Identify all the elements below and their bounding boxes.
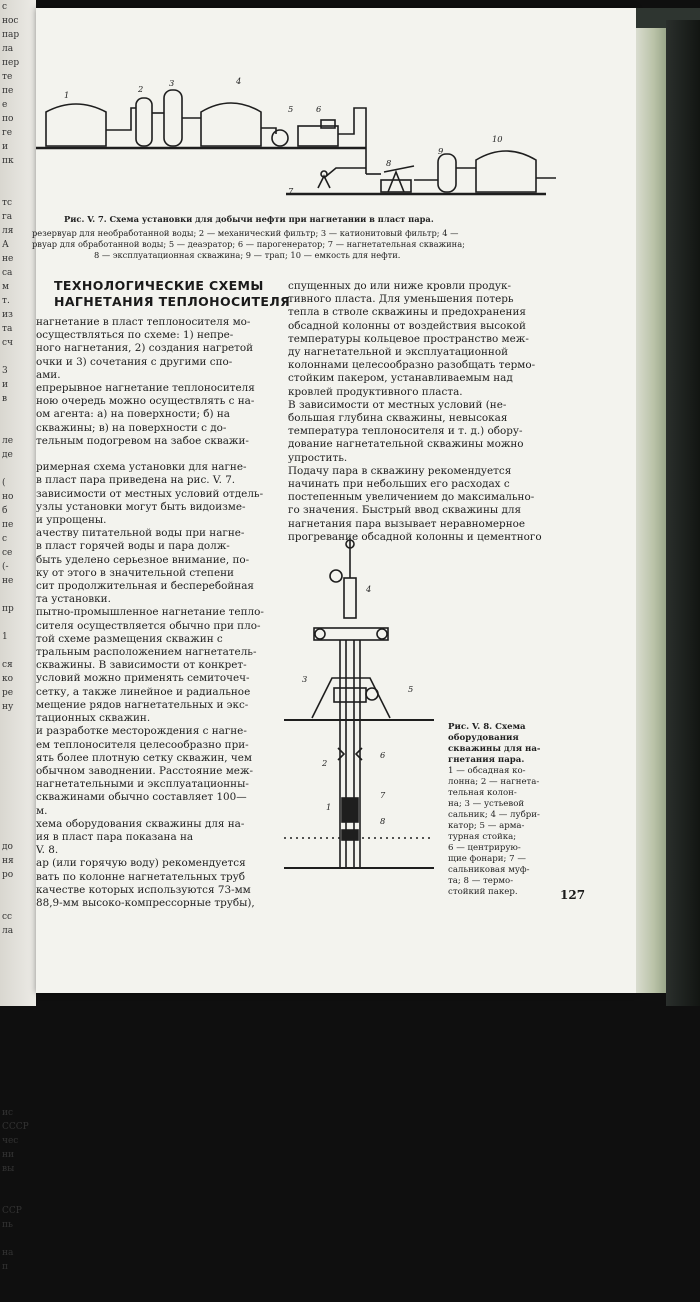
text-line: и разработке месторождения с нагне- bbox=[36, 725, 247, 738]
previous-page-text-fragment bbox=[0, 1274, 36, 1288]
text-line: начинать при небольших его расходах с bbox=[288, 478, 510, 491]
previous-page-text-fragment: т. bbox=[2, 296, 10, 306]
text-line: скважины; в) на поверхности с до- bbox=[36, 421, 227, 434]
text-line: обычном заводнении. Расстояние меж- bbox=[36, 764, 254, 777]
previous-page-text-fragment bbox=[0, 168, 36, 182]
previous-page-text-fragment: га bbox=[2, 212, 13, 222]
fig1-label-6: 6 bbox=[316, 104, 322, 114]
text-line: хема оборудования скважины для на- bbox=[36, 817, 245, 830]
figure-v8-caption-line: стойкий пакер. bbox=[448, 887, 518, 897]
previous-page-text-fragment: ла bbox=[2, 44, 14, 54]
text-line: ия в пласт пара показана на bbox=[36, 830, 194, 843]
previous-page-text-fragment bbox=[0, 588, 36, 602]
previous-page-text-fragment: ко bbox=[2, 674, 14, 684]
text-line: тационных скважин. bbox=[36, 712, 151, 725]
previous-page-text-fragment: е bbox=[2, 100, 8, 110]
previous-page-text-fragment: де bbox=[2, 450, 13, 460]
text-line: кровлей продуктивного пласта. bbox=[288, 385, 463, 398]
previous-page-text-fragment: та bbox=[2, 324, 13, 334]
figure-v8-caption-title-line: Рис. V. 8. Схема bbox=[448, 722, 526, 732]
previous-page-text-fragment: тс bbox=[2, 198, 13, 208]
text-line: температуры кольцевое пространство меж- bbox=[288, 332, 529, 345]
text-line: В зависимости от местных условий (не- bbox=[288, 398, 507, 411]
text-line: нагнетания пара вызывает неравномерное bbox=[288, 517, 526, 530]
fig2-label-7: 7 bbox=[380, 790, 386, 800]
previous-page-text-fragment: А bbox=[2, 240, 9, 250]
previous-page-text-fragment: пе bbox=[2, 520, 14, 530]
text-line: тепла в стволе скважины и предохранения bbox=[288, 306, 526, 319]
previous-page-text-fragment bbox=[0, 1176, 36, 1190]
previous-page-text-fragment: чес bbox=[2, 1136, 19, 1146]
text-line: скважинами обычно составляет 100— bbox=[36, 791, 247, 804]
figure-v8-caption-line: лонна; 2 — нагнета- bbox=[448, 777, 540, 787]
text-line: пытно-промышленное нагнетание тепло- bbox=[36, 606, 264, 619]
previous-page-text-fragment: ре bbox=[2, 688, 14, 698]
text-line: условий можно применять семиточеч- bbox=[36, 672, 250, 685]
fig2-label-4: 4 bbox=[366, 584, 372, 594]
fig1-label-1: 1 bbox=[64, 90, 70, 100]
fig1-label-4: 4 bbox=[236, 76, 242, 86]
previous-page-text-fragment bbox=[0, 798, 36, 812]
figure-v8-caption-title-line: скважины для на- bbox=[448, 744, 541, 754]
previous-page-text-fragment bbox=[0, 350, 36, 364]
left-text-column bbox=[36, 316, 276, 910]
previous-page-text-fragment: пер bbox=[2, 58, 20, 68]
previous-page-text-fragment: ля bbox=[2, 226, 14, 236]
text-line: скважины. В зависимости от конкрет- bbox=[36, 659, 247, 672]
text-line: ачеству питательной воды при нагне- bbox=[36, 527, 245, 540]
text-line: спущенных до или ниже кровли продук- bbox=[288, 280, 511, 292]
previous-page-text-fragment bbox=[0, 770, 36, 784]
previous-page-text-fragment: сч bbox=[2, 338, 13, 348]
text-line: нагнетательными и эксплуатационны- bbox=[36, 778, 249, 791]
text-line: тельным подогревом на забое скважи- bbox=[36, 434, 249, 447]
text-line: тральным расположением нагнетатель- bbox=[36, 646, 257, 659]
previous-page-text-fragment: ня bbox=[2, 856, 14, 866]
text-line: колоннами целесообразно разобщать термо- bbox=[288, 359, 536, 372]
previous-page-text-fragment: ле bbox=[2, 436, 14, 446]
text-line: качестве которых используются 73-мм bbox=[36, 883, 251, 896]
previous-page-text-fragment: (- bbox=[2, 562, 9, 572]
text-line: температура теплоносителя и т. д.) обору- bbox=[288, 425, 523, 438]
section-heading-line: ТЕХНОЛОГИЧЕСКИЕ СХЕМЫ bbox=[54, 278, 264, 293]
figure-v8-caption-line: турная стойка; bbox=[448, 832, 517, 842]
text-line: быть уделено серьезное внимание, по- bbox=[36, 553, 250, 566]
figure-v8-caption-line: катор; 5 — арма- bbox=[448, 821, 525, 831]
text-line: сит продолжительная и бесперебойная bbox=[36, 580, 254, 593]
text-line: осуществляться по схеме: 1) непре- bbox=[36, 329, 234, 342]
text-line: Подачу пара в скважину рекомендуется bbox=[288, 464, 512, 477]
book-page bbox=[32, 8, 636, 993]
figure-v8-caption-title-line: оборудования bbox=[448, 733, 519, 743]
previous-page-text-fragment: по bbox=[2, 114, 14, 124]
fig1-label-3: 3 bbox=[169, 78, 175, 88]
text-line: дование нагнетательной скважины можно bbox=[288, 438, 524, 451]
figure-v7-caption-line: рвуар для обработанной воды; 5 — деаэратор; 6 — парогенератор; 7 — нагнетательная скважина; bbox=[32, 239, 465, 249]
previous-page-text-fragment: ну bbox=[2, 702, 14, 712]
fig1-label-9: 9 bbox=[438, 146, 444, 156]
text-line: в пласт горячей воды и пара долж- bbox=[36, 540, 230, 553]
book-cover-edge bbox=[666, 20, 700, 1006]
text-line: ду нагнетательной и эксплуатационной bbox=[288, 346, 508, 359]
text-line: ами. bbox=[36, 368, 61, 381]
fig1-label-10: 10 bbox=[492, 134, 503, 144]
previous-page-text-fragment: ге bbox=[2, 128, 13, 138]
text-line: обсадной колонны от воздействия высокой bbox=[288, 319, 526, 332]
previous-page-text-fragment bbox=[0, 1288, 36, 1302]
text-line: и упрощены. bbox=[36, 514, 107, 527]
text-line: ного нагнетания, 2) создания нагретой bbox=[36, 342, 254, 355]
figure-v8-caption-line: 6 — центрирую- bbox=[448, 843, 521, 853]
previous-page-text-fragment bbox=[0, 462, 36, 476]
previous-page-text-fragment bbox=[0, 1008, 36, 1022]
previous-page-text-fragment bbox=[0, 182, 36, 196]
text-line: прогревание обсадной колонны и цементного bbox=[288, 530, 542, 543]
text-line: нагнетание в пласт теплоносителя мо- bbox=[36, 316, 251, 328]
previous-page-text-fragment bbox=[0, 742, 36, 756]
previous-page-text-fragment bbox=[0, 1036, 36, 1050]
text-line: в пласт пара приведена на рис. V. 7. bbox=[36, 474, 236, 487]
previous-page-text-fragment bbox=[0, 1050, 36, 1064]
text-line: ною очередь можно осуществлять с на- bbox=[36, 395, 255, 408]
previous-page-text-fragment: пе bbox=[2, 86, 14, 96]
text-line: упростить. bbox=[288, 451, 348, 464]
text-line: ом агента: а) на поверхности; б) на bbox=[36, 408, 230, 421]
fig2-label-6: 6 bbox=[380, 750, 386, 760]
figure-v8-caption-line: сальниковая муф- bbox=[448, 865, 530, 875]
previous-page-text-fragment: нос bbox=[2, 16, 19, 26]
text-line: вать по колонне нагнетательных труб bbox=[36, 870, 246, 883]
previous-page-text-fragment: и bbox=[2, 142, 8, 152]
fig2-label-1: 1 bbox=[326, 802, 332, 812]
fig2-label-2: 2 bbox=[322, 758, 328, 768]
previous-page-text-fragment bbox=[0, 882, 36, 896]
text-line: ять более плотную сетку скважин, чем bbox=[36, 751, 252, 764]
text-line: той схеме размещения скважин с bbox=[36, 632, 223, 645]
previous-page-text-fragment: ся bbox=[2, 660, 13, 670]
previous-page-text-fragment bbox=[0, 826, 36, 840]
previous-page-text-fragment: но bbox=[2, 492, 14, 502]
previous-page-text-fragment: на bbox=[2, 1248, 14, 1258]
section-heading-line: НАГНЕТАНИЯ ТЕПЛОНОСИТЕЛЯ bbox=[54, 294, 291, 309]
text-line: ар (или горячую воду) рекомендуется bbox=[36, 857, 246, 870]
previous-page-text-fragment: ( bbox=[2, 478, 6, 488]
previous-page-text-fragment bbox=[0, 420, 36, 434]
previous-page-text-fragment bbox=[0, 980, 36, 994]
text-line: сителя осуществляется обычно при пло- bbox=[36, 619, 261, 632]
previous-page-text-fragment: ро bbox=[2, 870, 14, 880]
previous-page-text-fragment: п bbox=[2, 1262, 8, 1272]
previous-page-text-fragment bbox=[0, 406, 36, 420]
previous-page-text-fragment bbox=[0, 1190, 36, 1204]
text-line: ку от этого в значительной степени bbox=[36, 566, 234, 579]
previous-page-text-fragment: пк bbox=[2, 156, 14, 166]
previous-page-text-fragment: ССР bbox=[2, 1206, 22, 1216]
previous-page-text-fragment: с bbox=[2, 534, 8, 544]
fig1-label-8: 8 bbox=[386, 158, 392, 168]
previous-page-text-fragment: са bbox=[2, 268, 13, 278]
previous-page-text-fragment: ла bbox=[2, 926, 14, 936]
text-line: епрерывное нагнетание теплоносителя bbox=[36, 382, 255, 395]
text-line: очки и 3) сочетания с другими спо- bbox=[36, 355, 233, 368]
text-line: тивного пласта. Для уменьшения потерь bbox=[288, 293, 514, 306]
previous-page-text-fragment: пь bbox=[2, 1220, 13, 1230]
previous-page-text-fragment bbox=[0, 756, 36, 770]
fig1-label-5: 5 bbox=[288, 104, 294, 114]
figure-v8-caption-line: 1 — обсадная ко- bbox=[448, 766, 526, 776]
text-line: мещение рядов нагнетательных и экс- bbox=[36, 698, 249, 711]
previous-page-text-fragment bbox=[0, 938, 36, 952]
fig1-label-2: 2 bbox=[138, 84, 144, 94]
fig2-label-3: 3 bbox=[302, 674, 308, 684]
previous-page-text-fragment bbox=[0, 1064, 36, 1078]
previous-page-text-fragment: сс bbox=[2, 912, 13, 922]
figure-v8-caption-title-line: гнетания пара. bbox=[448, 755, 525, 765]
previous-page-text-fragment bbox=[0, 1078, 36, 1092]
previous-page-text-fragment: 3 bbox=[2, 366, 8, 376]
figure-v8-caption bbox=[448, 722, 540, 898]
figure-v7-caption-line: резервуар для необработанной воды; 2 — механический фильтр; 3 — катионитовый фильтр; 4 — bbox=[32, 228, 459, 238]
previous-page-text-fragment: не bbox=[2, 576, 14, 586]
text-line: м. bbox=[36, 804, 48, 817]
previous-page-text-fragment: СССР bbox=[2, 1122, 29, 1132]
text-line: зависимости от местных условий отдель- bbox=[36, 487, 264, 500]
figure-v8-caption-line: тельная колон- bbox=[448, 788, 517, 798]
page-number: 127 bbox=[560, 888, 586, 902]
previous-page-text-fragment: се bbox=[2, 548, 13, 558]
text-line: ем теплоносителя целесообразно при- bbox=[36, 738, 249, 751]
previous-page-text-fragment bbox=[0, 1022, 36, 1036]
previous-page-text-fragment bbox=[0, 1092, 36, 1106]
text-line: стойким пакером, устанавливаемым над bbox=[288, 372, 513, 385]
figure-v7-schematic bbox=[36, 68, 636, 198]
text-line: V. 8. bbox=[36, 844, 59, 857]
text-line: узлы установки могут быть видоизме- bbox=[36, 500, 246, 513]
fig1-label-7: 7 bbox=[288, 186, 294, 196]
previous-page-text-fragment bbox=[0, 896, 36, 910]
previous-page-text-fragment bbox=[0, 714, 36, 728]
figure-v8-caption-line: на; 3 — устьевой bbox=[448, 799, 525, 809]
figure-v7-caption-title: Рис. V. 7. Схема установки для добычи нефти при нагнетании в пласт пара. bbox=[64, 214, 434, 224]
previous-page-text-fragment: с bbox=[2, 2, 8, 12]
previous-page-edge bbox=[0, 0, 36, 1272]
previous-page-text-fragment bbox=[0, 784, 36, 798]
previous-page-text-fragment bbox=[0, 644, 36, 658]
previous-page-text-fragment bbox=[0, 966, 36, 980]
previous-page-text-fragment: м bbox=[2, 282, 10, 292]
text-line: римерная схема установки для нагне- bbox=[36, 461, 247, 474]
previous-page-text-fragment: те bbox=[2, 72, 13, 82]
previous-page-text-fragment: ис bbox=[2, 1108, 14, 1118]
figure-v8-caption-line: щие фонари; 7 — bbox=[448, 854, 526, 864]
previous-page-text-fragment bbox=[0, 812, 36, 826]
text-line: та установки. bbox=[36, 593, 111, 606]
fig2-label-8: 8 bbox=[380, 816, 386, 826]
text-line: постепенным увеличением до максимально- bbox=[288, 491, 535, 504]
previous-page-text-fragment: ни bbox=[2, 1150, 14, 1160]
page-stack-edge bbox=[636, 28, 666, 993]
text-line: большая глубина скважины, невысокая bbox=[288, 412, 508, 425]
previous-page-text-fragment bbox=[0, 1232, 36, 1246]
previous-page-text-fragment: в bbox=[2, 394, 8, 404]
previous-page-text-fragment: пр bbox=[2, 604, 14, 614]
fig2-label-5: 5 bbox=[408, 684, 414, 694]
previous-page-text-fragment: из bbox=[2, 310, 13, 320]
previous-page-text-fragment: не bbox=[2, 254, 14, 264]
previous-page-text-fragment bbox=[0, 994, 36, 1008]
text-line bbox=[36, 448, 276, 461]
previous-page-text-fragment: до bbox=[2, 842, 13, 852]
figure-v7-caption-line: 8 — эксплуатационная скважина; 9 — трап; 10 — емкость для нефти. bbox=[94, 250, 401, 260]
previous-page-text-fragment: 1 bbox=[2, 632, 8, 642]
right-text-column bbox=[288, 280, 588, 544]
figure-v8-caption-line: та; 8 — термо- bbox=[448, 876, 514, 886]
text-line: сетку, а также линейное и радиальное bbox=[36, 685, 251, 698]
previous-page-text-fragment: б bbox=[2, 506, 8, 516]
previous-page-text-fragment bbox=[0, 952, 36, 966]
text-line: 88,9-мм высоко-компрессорные трубы), bbox=[36, 896, 255, 909]
previous-page-text-fragment: пар bbox=[2, 30, 20, 40]
figure-v8-well-schematic bbox=[284, 538, 434, 878]
previous-page-text-fragment: вы bbox=[2, 1164, 15, 1174]
previous-page-text-fragment bbox=[0, 728, 36, 742]
previous-page-text-fragment: и bbox=[2, 380, 8, 390]
figure-v8-caption-line: сальник; 4 — лубри- bbox=[448, 810, 540, 820]
text-line: го значения. Быстрый ввод скважины для bbox=[288, 504, 521, 517]
section-heading bbox=[54, 278, 290, 310]
previous-page-text-fragment bbox=[0, 616, 36, 630]
